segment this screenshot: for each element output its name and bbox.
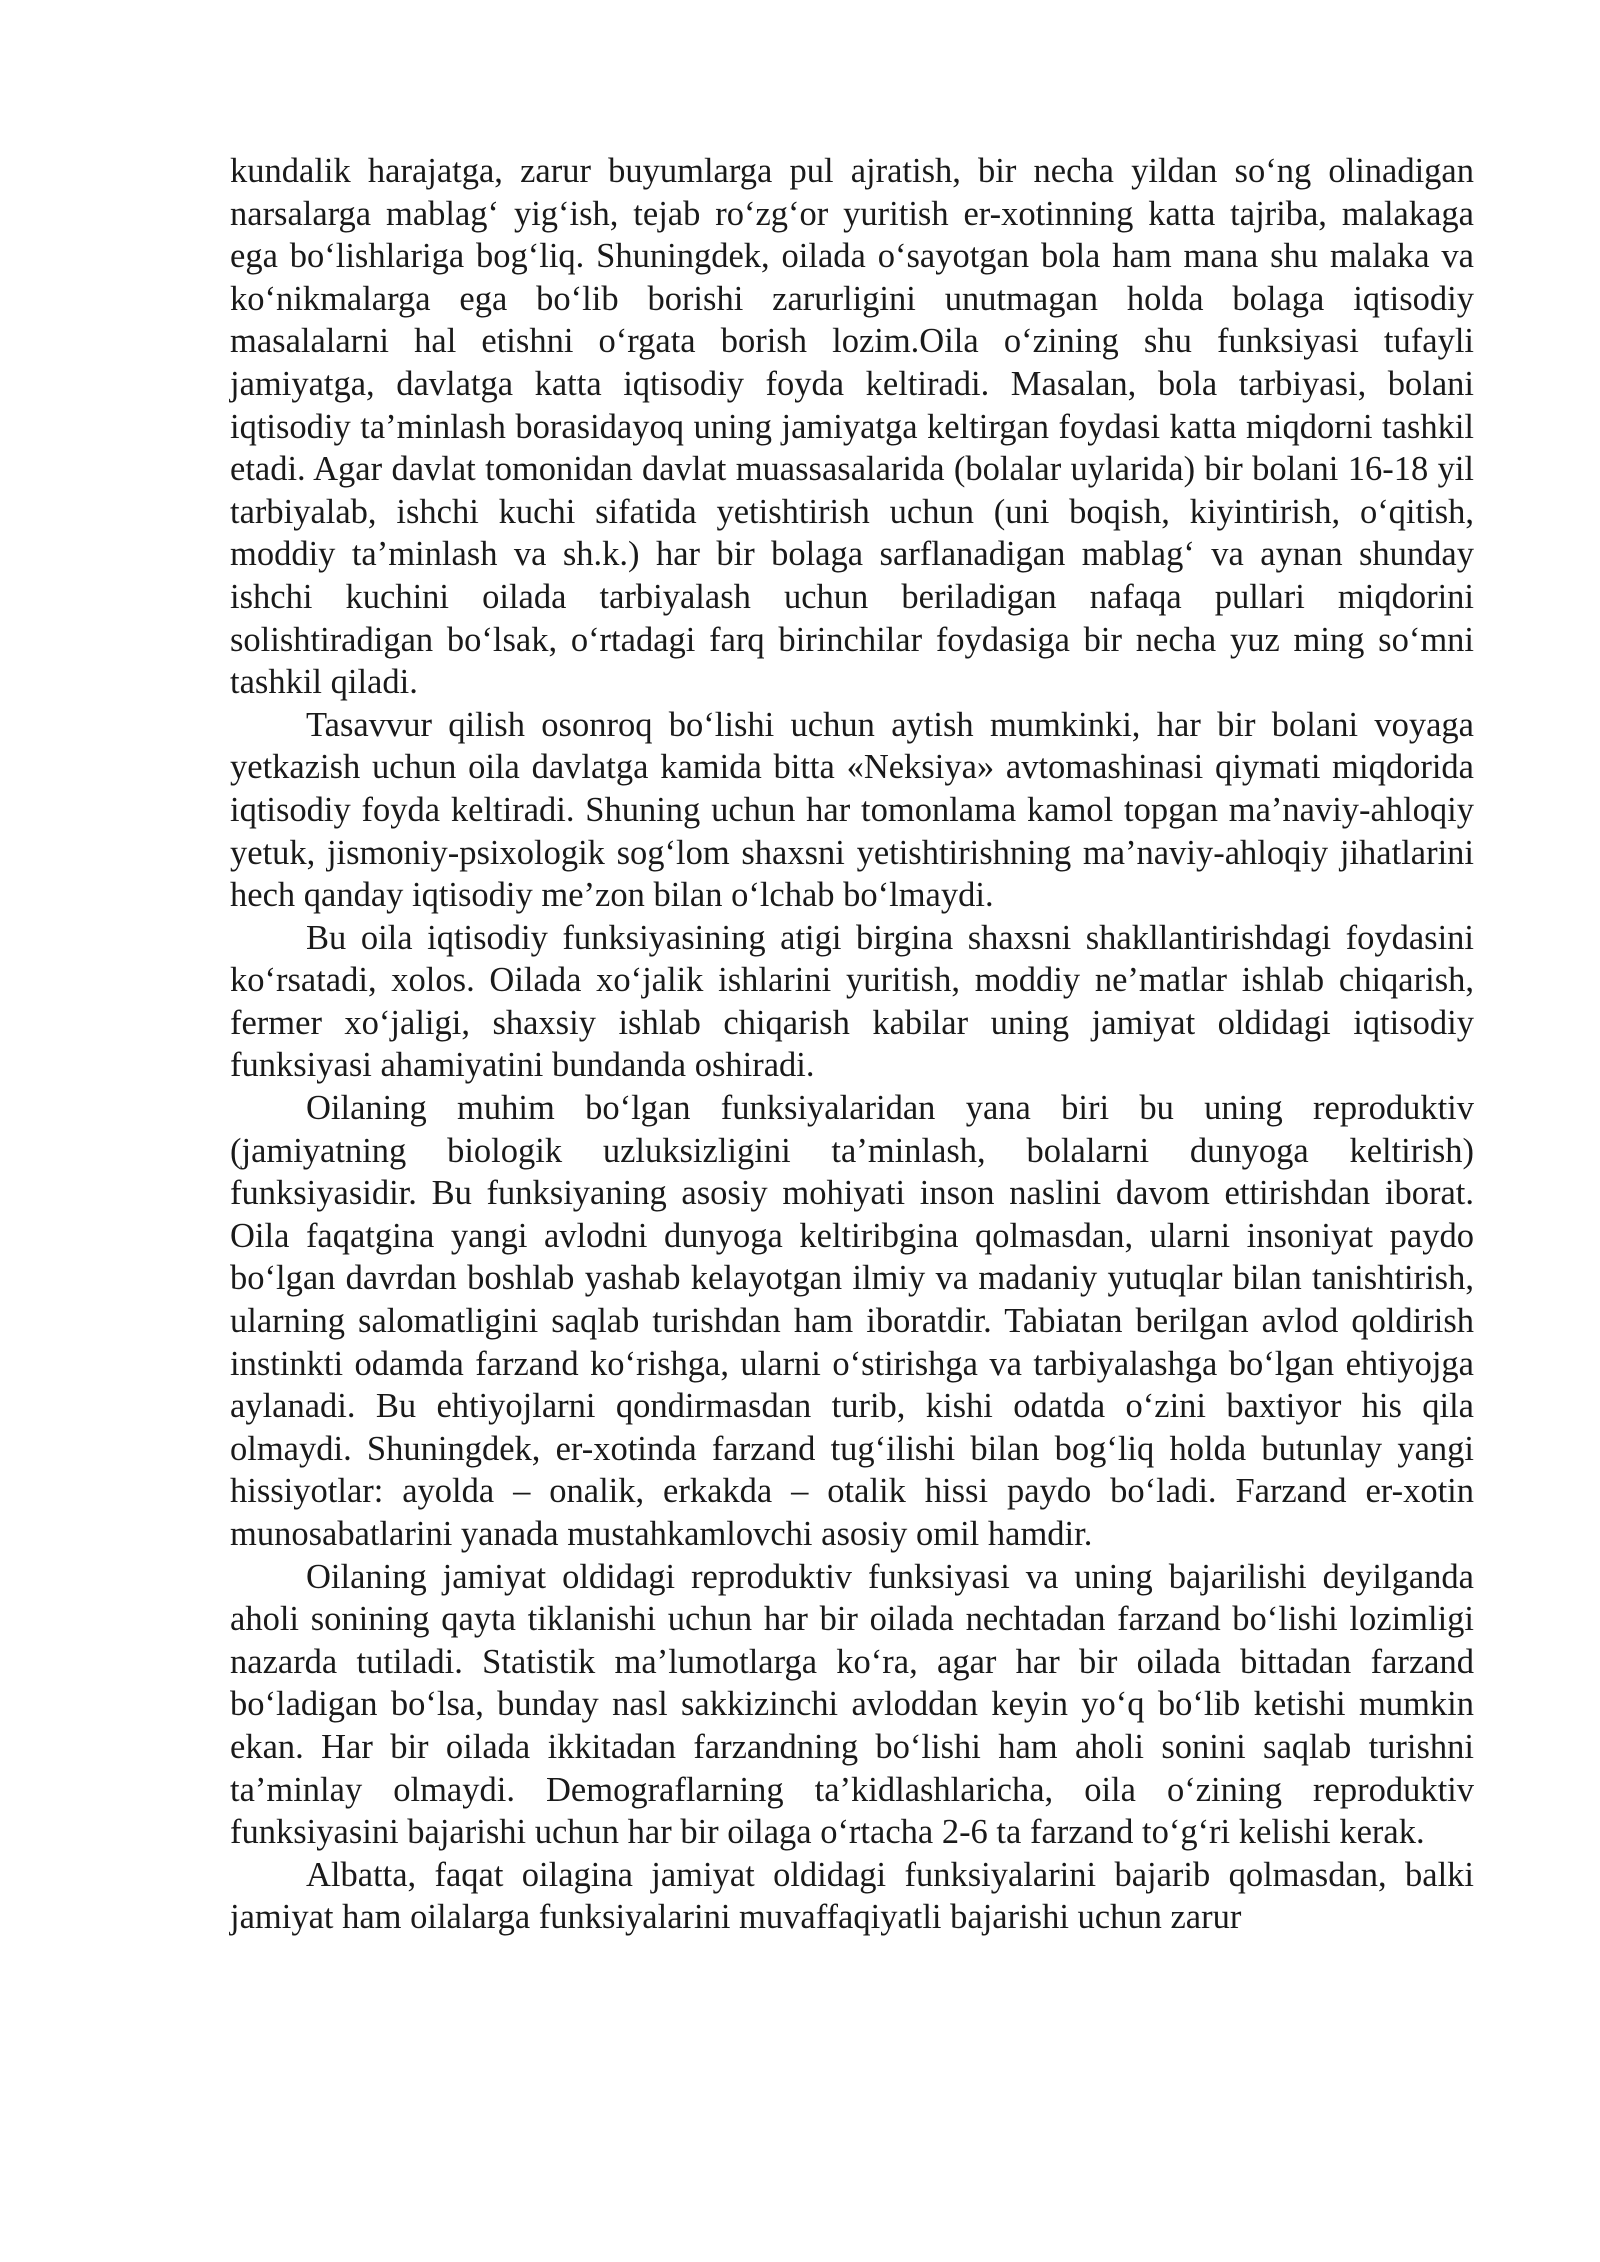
- paragraph-2: Tasavvur qilish osonroq bo‘lishi uchun aytish mumkinki, har bir bolani voyaga yetkazish uchun oila davlatga kamida bitta «Neksiya» avtomashinasi qiymati miqdorida iqtisodiy foyda keltiradi. Shuning uchun har tomonlama kamol topgan ma’naviy-ahloqiy yetuk, jismoniy-psixologik sog‘lom shaxsni yetishtirishning ma’naviy-ahloqiy jihatlarini hech qanday iqtisodiy me’zon bilan o‘lchab bo‘lmaydi.: [230, 705, 1474, 915]
- body-text: [230, 150, 1474, 1939]
- paragraph-4: Oilaning muhim bo‘lgan funksiyalaridan yana biri bu uning reproduktiv (jamiyatning biologik uzluksizligini ta’minlash, bolalarni dunyoga keltirish) funksiyasidir. Bu funksiyaning asosiy mohiyati inson naslini davom ettirishdan iborat. Oila faqatgina yangi avlodni dunyoga keltiribgina qolmasdan, ularni insoniyat paydo bo‘lgan davrdan boshlab yashab kelayotgan ilmiy va madaniy yutuqlar bilan tanishtirish, ularning salomatligini saqlab turishdan ham iboratdir. Tabiatan berilgan avlod qoldirish instinkti odamda farzand ko‘rishga, ularni o‘stirishga va tarbiyalashga bo‘lgan ehtiyojga aylanadi. Bu ehtiyojlarni qondirmasdan turib, kishi odatda o‘zini baxtiyor his qila olmaydi. Shuningdek, er-xotinda farzand tug‘ilishi bilan bog‘liq holda butunlay yangi hissiyotlar: ayolda – onalik, erkakda – otalik hissi paydo bo‘ladi. Farzand er-xotin munosabatlarini yanada mustahkamlovchi asosiy omil hamdir.: [230, 1089, 1474, 1553]
- paragraph-1: kundalik harajatga, zarur buyumlarga pul ajratish, bir necha yildan so‘ng olinadigan narsalarga mablag‘ yig‘ish, tejab ro‘zg‘or yuritish er-xotinning katta tajriba, malakaga ega bo‘lishlariga bog‘liq. Shuningdek, oilada o‘sayotgan bola ham mana shu malaka va ko‘nikmalarga ega bo‘lib borishi zarurligini unutmagan holda bolaga iqtisodiy masalalarni hal etishni o‘rgata borish lozim.Oila o‘zining shu funksiyasi tufayli jamiyatga, davlatga katta iqtisodiy foyda keltiradi. Masalan, bola tarbiyasi, bolani iqtisodiy ta’minlash borasidayoq uning jamiyatga keltirgan foydasi katta miqdorni tashkil etadi. Agar davlat tomonidan davlat muassasalarida (bolalar uylarida) bir bolani 16-18 yil tarbiyalab, ishchi kuchi sifatida yetishtirish uchun (uni boqish, kiyintirish, o‘qitish, moddiy ta’minlash va sh.k.) har bir bolaga sarflanadigan mablag‘ va aynan shunday ishchi kuchini oilada tarbiyalash uchun beriladigan nafaqa pullari miqdorini solishtiradigan bo‘lsak, o‘rtadagi farq birinchilar foydasiga bir necha yuz ming so‘mni tashkil qiladi.: [230, 152, 1474, 702]
- paragraph-5: Oilaning jamiyat oldidagi reproduktiv funksiyasi va uning bajarilishi deyilganda aholi sonining qayta tiklanishi uchun har bir oilada nechtadan farzand bo‘lishi lozimligi nazarda tutiladi. Statistik ma’lumotlarga ko‘ra, agar har bir oilada bittadan farzand bo‘ladigan bo‘lsa, bunday nasl sakkizinchi avloddan keyin yo‘q bo‘lib ketishi mumkin ekan. Har bir oilada ikkitadan farzandning bo‘lishi ham aholi sonini saqlab turishni ta’minlay olmaydi. Demograflarning ta’kidlashlaricha, oila o‘zining reproduktiv funksiyasini bajarishi uchun har bir oilaga o‘rtacha 2-6 ta farzand to‘g‘ri kelishi kerak.: [230, 1557, 1474, 1852]
- paragraph-3: Bu oila iqtisodiy funksiyasining atigi birgina shaxsni shakllantirishdagi foydasini ko‘rsatadi, xolos. Oilada xo‘jalik ishlarini yuritish, moddiy ne’matlar ishlab chiqarish, fermer xo‘jaligi, shaxsiy ishlab chiqarish kabilar uning jamiyat oldidagi iqtisodiy funksiyasi ahamiyatini bundanda oshiradi.: [230, 918, 1474, 1085]
- paragraph-6: Albatta, faqat oilagina jamiyat oldidagi funksiyalarini bajarib qolmasdan, balki jamiyat ham oilalarga funksiyalarini muvaffaqiyatli bajarishi uchun zarur: [230, 1855, 1474, 1937]
